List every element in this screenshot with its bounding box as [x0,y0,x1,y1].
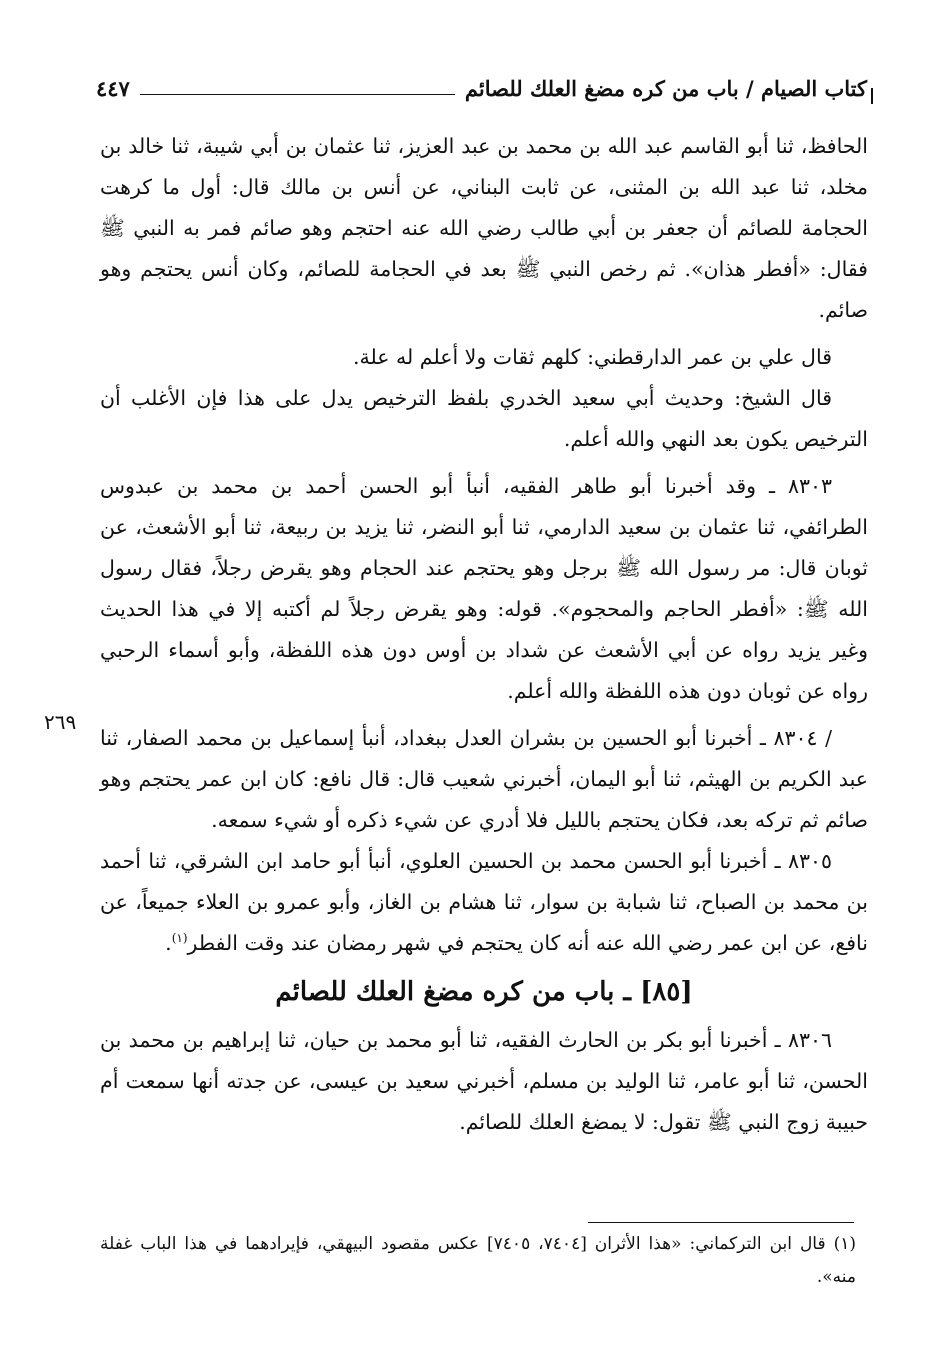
footnote: (١) قال ابن التركماني: «هذا الأثران [٧٤٠٤، ٧٤٠٥] عكس مقصود البيهقي، فإيرادهما في هذا الباب غفلة منه». [100,1234,856,1287]
paragraph-continued: الحافظ، ثنا أبو القاسم عبد الله بن محمد بن عبد العزيز، ثنا عثمان بن أبي شيبة، ثنا خالد بن مخلد، ثنا عبد الله بن المثنى، عن ثابت البناني، عن أنس بن مالك قال: أول ما كرهت الحجامة للصائم أن جعفر بن أبي طالب رضي الله عنه احتجم وهو صائم فمر به النبي ﷺ فقال: «أفطر هذان». ثم رخص النبي ﷺ بعد في الحجامة للصائم، وكان أنس يحتجم وهو صائم. [100,134,868,322]
hadith-8305 [100,841,868,964]
hadith-8306: ٨٣٠٦ ـ أخبرنا أبو بكر بن الحارث الفقيه، ثنا أبو محمد بن حيان، ثنا إبراهيم بن محمد بن الحسن، ثنا أبو عامر، ثنا الوليد بن مسلم، أخبرني سعيد بن عيسى، عن جدته أنها سمعت أم حبيبة زوج النبي ﷺ تقول: لا يمضغ العلك للصائم. [100,1028,868,1134]
main-text [100,126,868,1143]
paragraph-shaykh: قال الشيخ: وحديث أبي سعيد الخدري بلفظ الترخيص يدل على هذا فإن الأغلب أن الترخيص يكون بعد النهي والله أعلم. [100,386,868,451]
hadith-8305-text: ٨٣٠٥ ـ أخبرنا أبو الحسن محمد بن الحسين العلوي، أنبأ أبو حامد ابن الشرقي، ثنا أحمد بن محمد بن الصباح، ثنا شبابة بن سوار، ثنا هشام بن الغاز، وأبو عمرو بن العلاء جميعاً، عن نافع، عن ابن عمر رضي الله عنه أنه كان يحتجم في شهر رمضان عند وقت الفطر [100,849,868,955]
paragraph-daraqutni: قال علي بن عمر الدارقطني: كلهم ثقات ولا أعلم له علة. [353,345,832,369]
hadith-8305-end: . [165,931,172,955]
page-number: ٤٤٧ [96,75,130,101]
footnote-separator [588,1222,854,1223]
footnote-ref: (١) [171,931,188,946]
hadith-8303: ٨٣٠٣ ـ وقد أخبرنا أبو طاهر الفقيه، أنبأ أبو الحسن أحمد بن محمد بن عبدوس الطرائفي، ثنا عثمان بن سعيد الدارمي، ثنا أبو النضر، ثنا يزيد بن ربيعة، ثنا أبو الأشعث، عن ثوبان قال: مر رسول الله ﷺ برجل وهو يحتجم عند الحجام وهو يقرض رجلاً، فقال رسول الله ﷺ: «أفطر الحاجم والمحجوم». قوله: وهو يقرض رجلاً لم أكتبه إلا في هذا الحديث وغير يزيد رواه عن أبي الأشعث عن شداد بن أوس دون هذه اللفظة، وأبو أسماء الرحبي رواه عن ثوبان دون هذه اللفظة والله أعلم. [100,474,868,703]
margin-page-reference: ٢٦٩ [44,710,77,734]
hadith-8304: / ٨٣٠٤ ـ أخبرنا أبو الحسين بن بشران العدل ببغداد، أنبأ إسماعيل بن محمد الصفار، ثنا عبد الكريم بن الهيثم، ثنا أبو اليمان، أخبرني شعيب قال: قال نافع: كان ابن عمر يحتجم وهو صائم ثم تركه بعد، فكان يحتجم بالليل فلا أدري عن شيء ذكره أو شيء سمعه. [100,726,868,832]
section-heading: [٨٥] ـ باب من كره مضغ العلك للصائم [275,977,693,1007]
running-title: كتاب الصيام / باب من كره مضغ العلك للصائم [464,75,867,101]
running-header [96,68,867,108]
header-rule [140,94,455,95]
header-tick-mark [871,88,873,104]
